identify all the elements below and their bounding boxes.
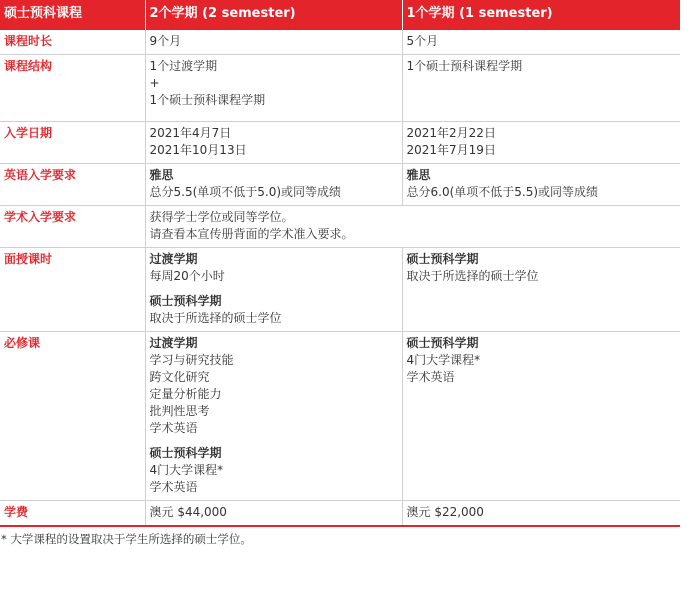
row-core — [0, 332, 680, 501]
contact-two-title: 硕士预科学期 — [149, 294, 222, 308]
contact-two-text: 每周20个小时 — [149, 269, 225, 283]
row-label-contact: 面授课时 — [0, 248, 145, 332]
cell-core-one — [402, 332, 680, 501]
cell-core-two — [145, 332, 402, 501]
footnote: * 大学课程的设置取决于学生所选择的硕士学位。 — [1, 532, 252, 546]
core-subject: 学术英语 — [149, 421, 198, 435]
intake-date: 2021年7月19日 — [406, 143, 496, 157]
english-one-text: 总分6.0(单项不低于5.5)或同等成绩 — [406, 185, 599, 199]
cell-intake-one — [402, 122, 680, 164]
core-two-title: 过渡学期 — [149, 336, 198, 350]
core-subject: 学习与研究技能 — [149, 353, 234, 367]
core-subject: 4门大学课程* — [149, 463, 224, 477]
structure-two-line: 1个过渡学期 — [149, 59, 218, 73]
row-label-duration: 课程时长 — [0, 30, 145, 55]
header-program: 硕士预科课程 — [0, 0, 145, 30]
intake-date: 2021年2月22日 — [406, 126, 496, 140]
core-subject: 学术英语 — [406, 370, 455, 384]
contact-two-title: 过渡学期 — [149, 252, 198, 266]
cell-english-two — [145, 164, 402, 206]
row-fees — [0, 501, 680, 527]
row-duration — [0, 30, 680, 55]
row-label-intake: 入学日期 — [0, 122, 145, 164]
row-academic — [0, 206, 680, 248]
row-label-academic: 学术入学要求 — [0, 206, 145, 248]
cell-intake-two — [145, 122, 402, 164]
contact-one-title: 硕士预科学期 — [406, 252, 479, 266]
structure-two-line: 1个硕士预科课程学期 — [149, 93, 266, 107]
contact-two-text: 取决于所选择的硕士学位 — [149, 311, 282, 325]
core-subject: 批判性思考 — [149, 404, 210, 418]
core-subject: 定量分析能力 — [149, 387, 222, 401]
cell-duration-one: 5个月 — [402, 30, 680, 55]
row-english — [0, 164, 680, 206]
header-two-semester: 2个学期 (2 semester) — [145, 0, 402, 30]
core-subject: 学术英语 — [149, 480, 198, 494]
core-subject: 跨文化研究 — [149, 370, 210, 384]
cell-academic — [145, 206, 680, 248]
contact-one-text: 取决于所选择的硕士学位 — [406, 269, 539, 283]
structure-one-line: 1个硕士预科课程学期 — [406, 59, 523, 73]
header-one-semester: 1个学期 (1 semester) — [402, 0, 680, 30]
structure-two-plus: + — [149, 76, 160, 90]
cell-structure-two — [145, 55, 402, 122]
core-one-title: 硕士预科学期 — [406, 336, 479, 350]
intake-date: 2021年10月13日 — [149, 143, 247, 157]
english-two-title: 雅思 — [149, 168, 174, 182]
core-subject: 4门大学课程* — [406, 353, 481, 367]
row-label-fees: 学费 — [0, 501, 145, 527]
academic-text: 获得学士学位或同等学位。 — [149, 210, 294, 224]
english-two-text: 总分5.5(单项不低于5.0)或同等成绩 — [149, 185, 342, 199]
intake-date: 2021年4月7日 — [149, 126, 232, 140]
cell-fees-two: 澳元 $44,000 — [145, 501, 402, 527]
english-one-title: 雅思 — [406, 168, 431, 182]
row-label-english: 英语入学要求 — [0, 164, 145, 206]
cell-structure-one — [402, 55, 680, 122]
row-intake — [0, 122, 680, 164]
cell-fees-one: 澳元 $22,000 — [402, 501, 680, 527]
academic-text: 请查看本宣传册背面的学术准入要求。 — [149, 227, 354, 241]
core-two-title: 硕士预科学期 — [149, 446, 222, 460]
row-label-core: 必修课 — [0, 332, 145, 501]
cell-contact-two — [145, 248, 402, 332]
row-structure — [0, 55, 680, 122]
row-contact — [0, 248, 680, 332]
table-header-row — [0, 0, 680, 30]
row-label-structure: 课程结构 — [0, 55, 145, 122]
cell-english-one — [402, 164, 680, 206]
cell-contact-one — [402, 248, 680, 332]
cell-duration-two: 9个月 — [145, 30, 402, 55]
